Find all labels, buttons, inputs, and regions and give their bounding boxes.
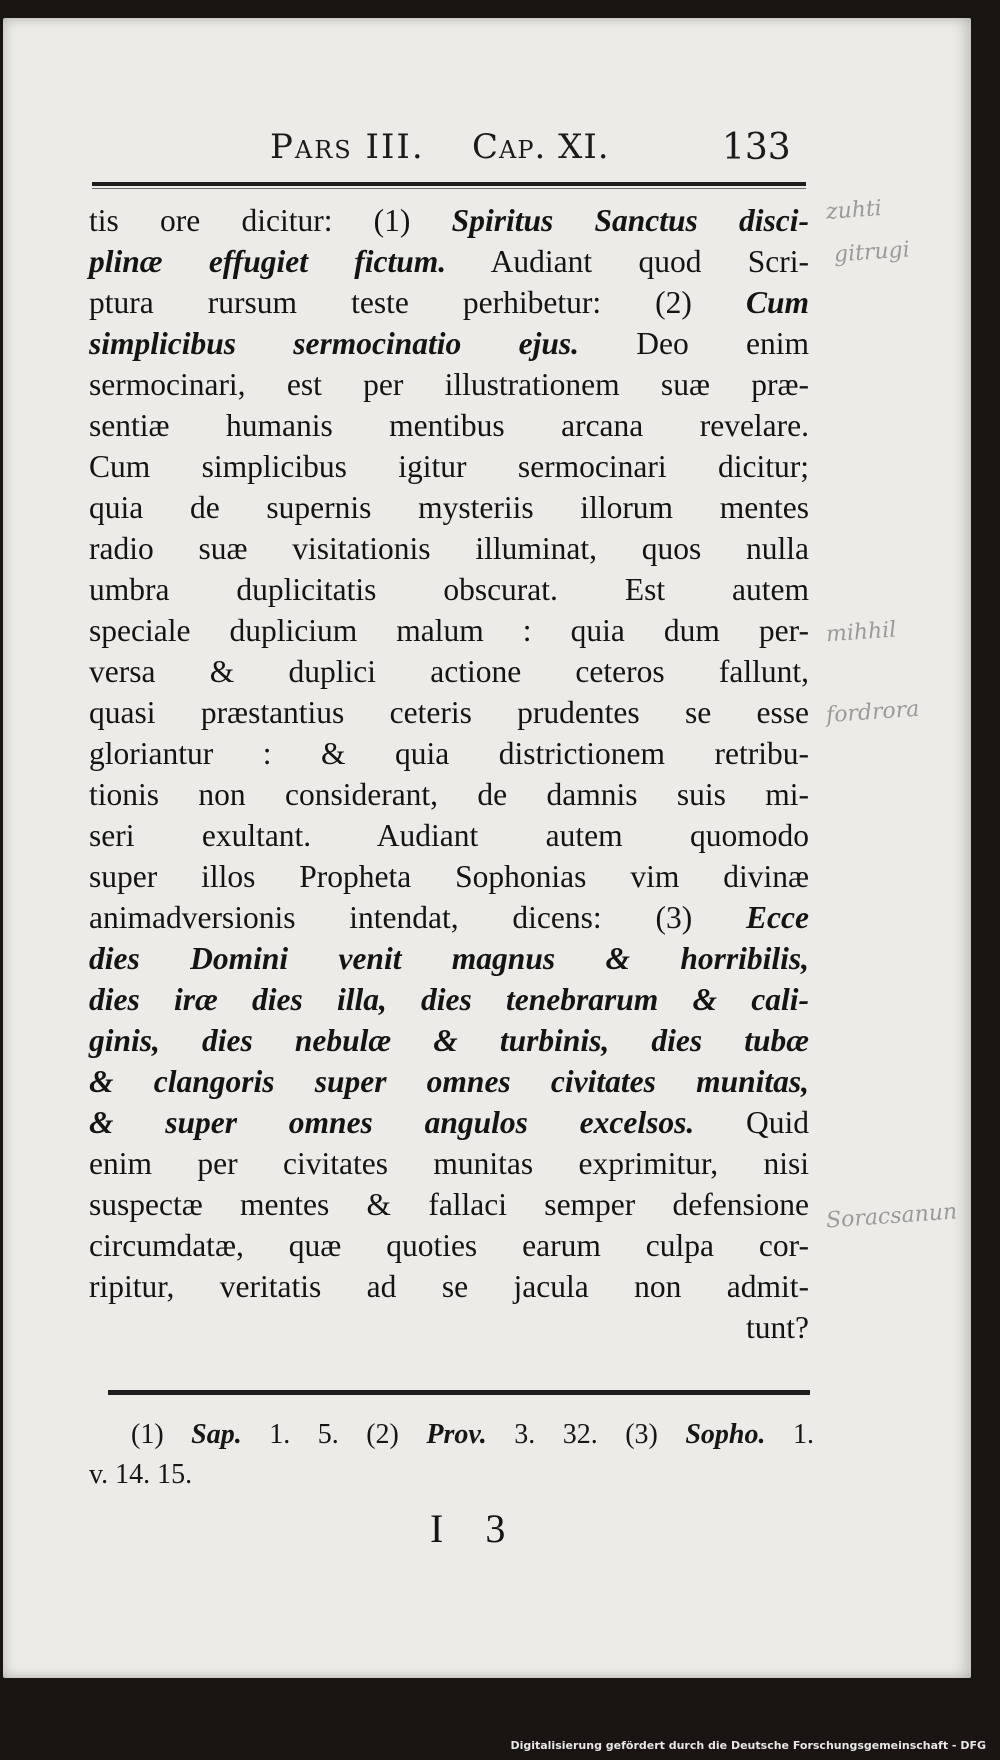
- marginal-note-1: zuhti: [825, 196, 883, 225]
- body-text: [89, 200, 809, 1348]
- body-line: seri exultant. Audiant autem quomodo: [89, 818, 809, 853]
- body-line: speciale duplicium malum : quia dum per-: [89, 613, 809, 648]
- body-line: enim per civitates munitas exprimitur, nisi: [89, 1146, 809, 1181]
- body-line: tionis non considerant, de damnis suis mi-: [89, 777, 809, 812]
- body-line: dies Domini venit magnus & horribilis,: [89, 941, 809, 976]
- body-line: suspectæ mentes & fallaci semper defensione: [89, 1187, 809, 1222]
- marginal-note-4: fordrora: [825, 696, 921, 729]
- footnote-line: (1) Sap. 1. 5. (2) Prov. 3. 32. (3) Sopho. 1.: [131, 1419, 815, 1450]
- body-line: Cum simplicibus igitur sermocinari dicitur;: [89, 449, 809, 484]
- body-line: ptura rursum teste perhibetur: (2) Cum: [89, 285, 809, 320]
- body-line: umbra duplicitatis obscurat. Est autem: [89, 572, 809, 607]
- body-line: plinæ effugiet fictum. Audiant quod Scri-: [89, 244, 809, 279]
- body-line: ginis, dies nebulæ & turbinis, dies tubæ: [89, 1023, 809, 1058]
- body-line: super illos Propheta Sophonias vim divinæ: [89, 859, 809, 894]
- footnote-line: v. 14. 15.: [89, 1459, 193, 1490]
- marginal-note-2: gitrugi: [833, 237, 911, 268]
- footnote-rule: [108, 1390, 810, 1395]
- digitization-credit: Digitalisierung gefördert durch die Deutsche Forschungsgemeinschaft - DFG: [510, 1739, 986, 1752]
- header-rule: [92, 182, 806, 186]
- marginal-note-5: Soracsanun: [825, 1199, 958, 1234]
- running-header: [0, 127, 1000, 171]
- body-line: animadversionis intendat, dicens: (3) Ecce: [89, 900, 809, 935]
- body-line: gloriantur : & quia districtionem retribu-: [89, 736, 809, 771]
- header-part: Pars III.: [270, 127, 425, 167]
- body-line: radio suæ visitationis illuminat, quos nulla: [89, 531, 809, 566]
- body-line: quasi præstantius ceteris prudentes se esse: [89, 695, 809, 730]
- body-line: & clangoris super omnes civitates munitas,: [89, 1064, 809, 1099]
- body-line: tis ore dicitur: (1) Spiritus Sanctus disci-: [89, 203, 809, 238]
- body-line: simplicibus sermocinatio ejus. Deo enim: [89, 326, 810, 361]
- body-line: & super omnes angulos excelsos. Quid: [89, 1105, 809, 1140]
- body-line: sermocinari, est per illustrationem suæ præ-: [89, 367, 809, 402]
- body-line: circumdatæ, quæ quoties earum culpa cor-: [89, 1228, 809, 1263]
- body-line: tunt?: [746, 1310, 809, 1345]
- signature-mark: I 3: [430, 1506, 522, 1551]
- marginal-note-3: mihhil: [825, 617, 898, 648]
- page-number: 133: [722, 127, 791, 168]
- body-line: versa & duplici actione ceteros fallunt,: [89, 654, 809, 689]
- header-chapter: Cap. XI.: [472, 127, 610, 167]
- body-line: sentiæ humanis mentibus arcana revelare.: [89, 408, 809, 443]
- body-line: quia de supernis mysteriis illorum mentes: [89, 490, 809, 525]
- body-line: dies iræ dies illa, dies tenebrarum & cali-: [89, 982, 809, 1017]
- body-line: ripitur, veritatis ad se jacula non admit-: [89, 1269, 809, 1304]
- footnotes: [89, 1415, 814, 1495]
